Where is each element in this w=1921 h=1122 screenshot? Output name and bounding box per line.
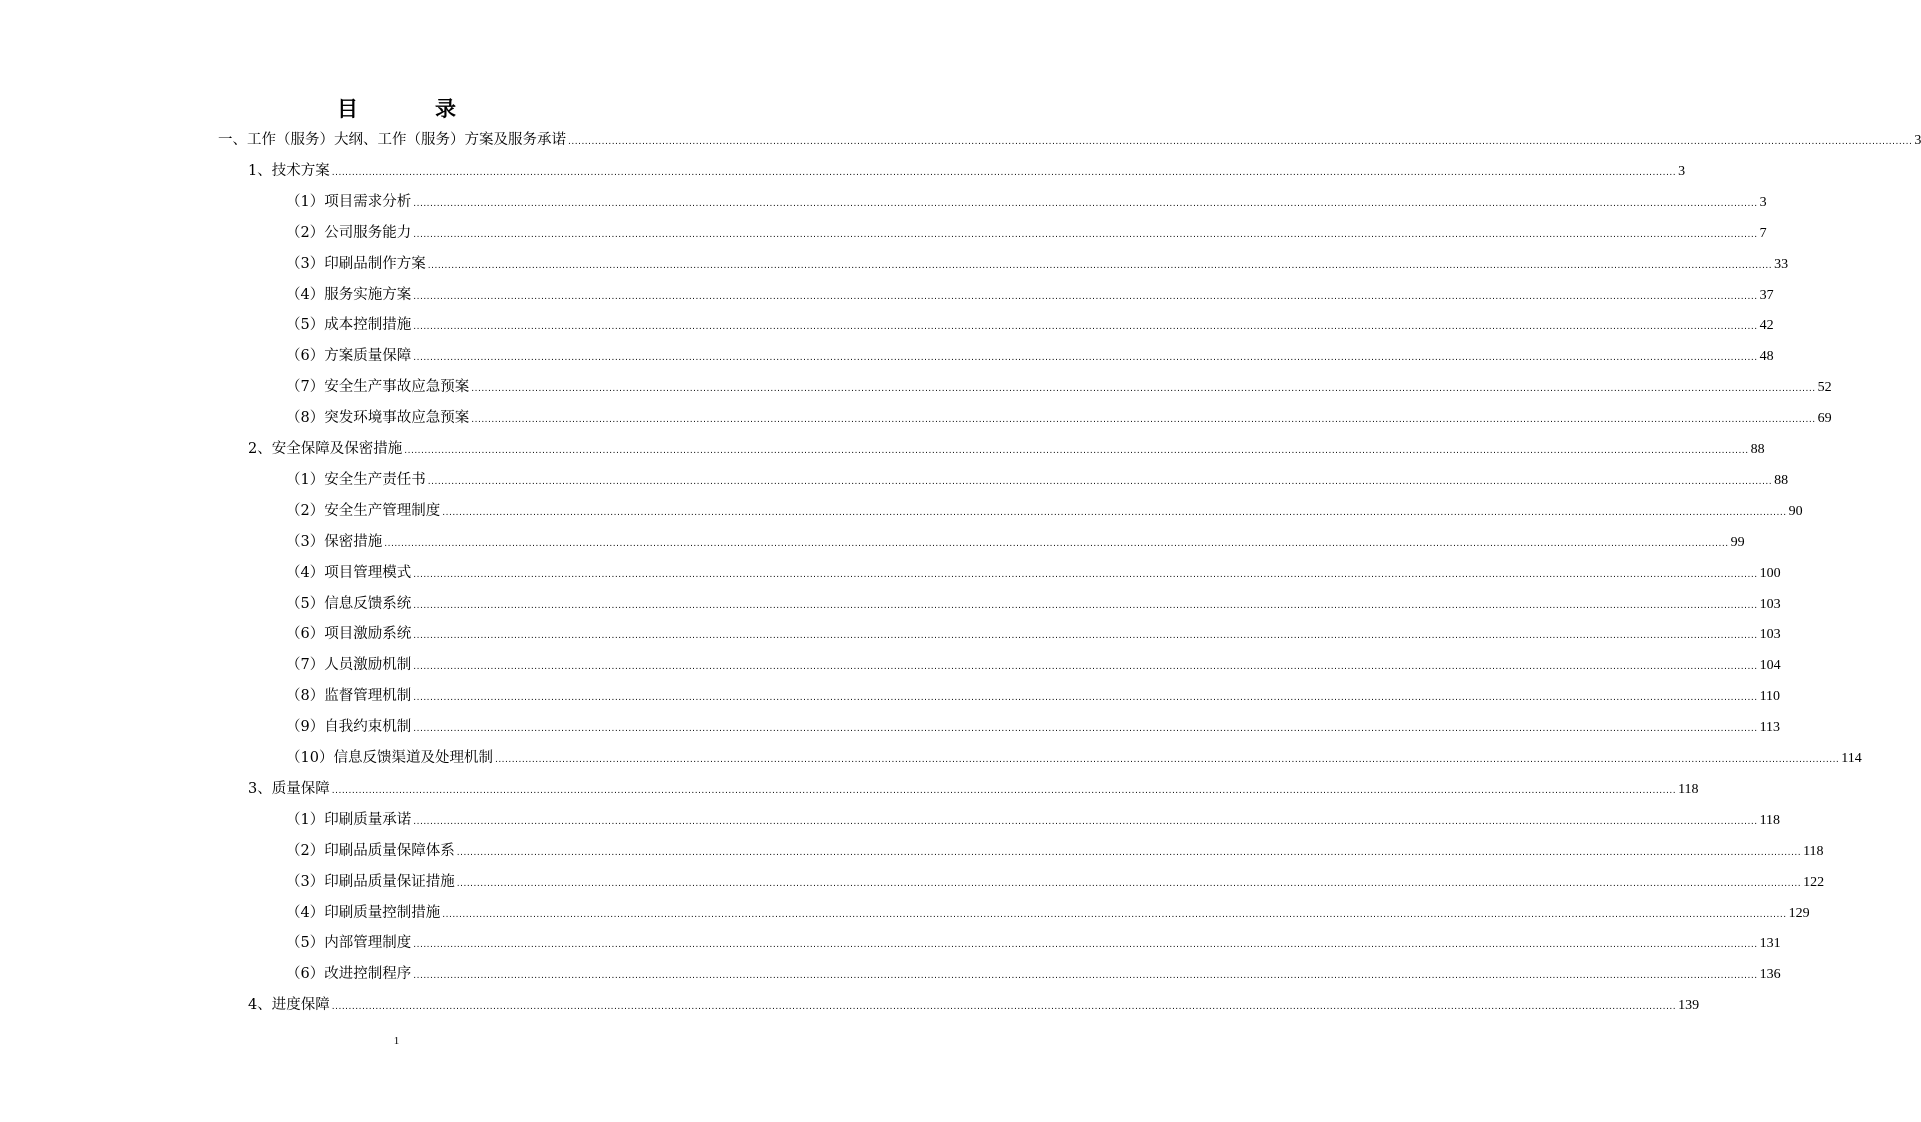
toc-entry-page: 110 bbox=[1759, 689, 1781, 705]
page-number: 1 bbox=[393, 1035, 400, 1047]
toc-entry-page: 103 bbox=[1759, 627, 1781, 643]
toc-entry-label: 一、工作（服务）大纲、工作（服务）方案及服务承诺 bbox=[218, 132, 566, 148]
toc-leader-dots: ................................................................................................................................................................................................................................................................................................................................................................................................................ bbox=[471, 384, 1816, 395]
toc-entry[interactable] bbox=[286, 375, 1832, 399]
toc-leader-dots: ................................................................................................................................................................................................................................................................................................................................................................................................................ bbox=[456, 847, 1802, 858]
toc-leader-dots: ................................................................................................................................................................................................................................................................................................................................................................................................................ bbox=[427, 260, 1773, 271]
toc-entry-label: （1）项目需求分析 bbox=[286, 193, 412, 210]
toc-entry-label: （10）信息反馈渠道及处理机制 bbox=[286, 750, 493, 766]
toc-entry-page: 103 bbox=[1759, 596, 1781, 612]
toc-entry-page: 131 bbox=[1759, 936, 1781, 952]
toc-leader-dots: ................................................................................................................................................................................................................................................................................................................................................................................................................ bbox=[427, 476, 1773, 487]
toc-entry[interactable] bbox=[286, 592, 1781, 616]
toc-entry-label: （4）项目管理模式 bbox=[286, 564, 412, 581]
toc-entry-page: 48 bbox=[1759, 349, 1774, 365]
toc-leader-dots: ................................................................................................................................................................................................................................................................................................................................................................................................................ bbox=[413, 631, 1758, 642]
toc-entry-page: 114 bbox=[1841, 751, 1862, 766]
toc-entry[interactable] bbox=[286, 653, 1781, 677]
toc-leader-dots: ................................................................................................................................................................................................................................................................................................................................................................................................................ bbox=[471, 415, 1816, 426]
toc-leader-dots: ................................................................................................................................................................................................................................................................................................................................................................................................................ bbox=[442, 909, 1787, 920]
toc-entry-label: （5）内部管理制度 bbox=[286, 935, 412, 952]
toc-leader-dots: ................................................................................................................................................................................................................................................................................................................................................................................................................ bbox=[413, 198, 1758, 209]
toc-entry-page: 139 bbox=[1678, 998, 1700, 1014]
toc-entry-page: 3 bbox=[1914, 133, 1921, 148]
toc-entry-label: （1）印刷质量承诺 bbox=[286, 811, 412, 828]
toc-leader-dots: ................................................................................................................................................................................................................................................................................................................................................................................................................ bbox=[331, 785, 1677, 796]
toc-leader-dots: ................................................................................................................................................................................................................................................................................................................................................................................................................ bbox=[456, 878, 1802, 889]
toc-leader-dots: ................................................................................................................................................................................................................................................................................................................................................................................................................ bbox=[442, 507, 1787, 518]
toc-entry-label: （3）保密措施 bbox=[286, 533, 383, 550]
toc-entry-label: （2）公司服务能力 bbox=[286, 224, 412, 241]
toc-entry-page: 90 bbox=[1788, 503, 1803, 519]
toc-entry-label: （8）监督管理机制 bbox=[286, 688, 412, 705]
toc-entry[interactable] bbox=[286, 561, 1781, 585]
toc-entry-page: 129 bbox=[1788, 905, 1810, 921]
toc-entry[interactable] bbox=[286, 808, 1781, 832]
toc-entry-page: 113 bbox=[1759, 720, 1781, 736]
toc-entry-page: 3 bbox=[1759, 194, 1767, 210]
toc-entry-label: （5）成本控制措施 bbox=[286, 317, 412, 334]
toc-entry[interactable] bbox=[248, 437, 1765, 461]
toc-leader-dots: ................................................................................................................................................................................................................................................................................................................................................................................................................ bbox=[568, 137, 1913, 147]
toc-entry-label: （9）自我约束机制 bbox=[286, 719, 412, 736]
toc-entry-label: （7）安全生产事故应急预案 bbox=[286, 379, 470, 396]
toc-entry[interactable] bbox=[286, 406, 1832, 430]
toc-entry-label: （2）安全生产管理制度 bbox=[286, 502, 441, 519]
toc-entry-label: （3）印刷品质量保证措施 bbox=[286, 873, 455, 890]
toc-entry-label: 1、技术方案 bbox=[248, 162, 330, 179]
toc-entry-label: （1）安全生产责任书 bbox=[286, 471, 426, 488]
toc-entry[interactable] bbox=[286, 684, 1781, 708]
toc-entry[interactable] bbox=[248, 993, 1700, 1017]
toc-leader-dots: ................................................................................................................................................................................................................................................................................................................................................................................................................ bbox=[404, 446, 1749, 456]
toc-entry-page: 52 bbox=[1817, 380, 1832, 396]
toc-leader-dots: ................................................................................................................................................................................................................................................................................................................................................................................................................ bbox=[413, 291, 1758, 302]
toc-entry[interactable] bbox=[286, 839, 1824, 863]
toc-entry-page: 88 bbox=[1750, 442, 1765, 457]
toc-leader-dots: ................................................................................................................................................................................................................................................................................................................................................................................................................ bbox=[331, 1002, 1677, 1013]
toc-leader-dots: ................................................................................................................................................................................................................................................................................................................................................................................................................ bbox=[413, 693, 1758, 704]
toc-entry[interactable] bbox=[286, 931, 1781, 955]
toc-entry[interactable] bbox=[286, 962, 1781, 986]
toc-entry[interactable] bbox=[286, 221, 1767, 245]
toc-entry-page: 37 bbox=[1759, 287, 1774, 303]
toc-entry[interactable] bbox=[248, 777, 1699, 801]
toc-entry[interactable] bbox=[286, 499, 1803, 523]
toc-entry[interactable] bbox=[286, 530, 1745, 554]
toc-entry-page: 104 bbox=[1759, 658, 1781, 674]
toc-entry[interactable] bbox=[286, 746, 1862, 770]
toc-leader-dots: ................................................................................................................................................................................................................................................................................................................................................................................................................ bbox=[384, 538, 1729, 549]
toc-entry-label: （6）改进控制程序 bbox=[286, 966, 412, 983]
toc-entry-label: （7）人员激励机制 bbox=[286, 657, 412, 674]
toc-entry[interactable] bbox=[286, 870, 1825, 894]
toc-entry-label: （5）信息反馈系统 bbox=[286, 595, 412, 612]
toc-entry-page: 88 bbox=[1774, 472, 1789, 488]
toc-entry[interactable] bbox=[286, 622, 1781, 646]
toc-entry-label: （2）印刷品质量保障体系 bbox=[286, 842, 455, 859]
toc-entry-label: （4）印刷质量控制措施 bbox=[286, 904, 441, 921]
toc-entry-page: 118 bbox=[1678, 781, 1699, 797]
toc-leader-dots: ................................................................................................................................................................................................................................................................................................................................................................................................................ bbox=[413, 229, 1758, 240]
toc-entry[interactable] bbox=[286, 715, 1781, 739]
toc-leader-dots: ................................................................................................................................................................................................................................................................................................................................................................................................................ bbox=[413, 971, 1758, 982]
toc-entry[interactable] bbox=[286, 313, 1774, 337]
toc-entry[interactable] bbox=[286, 283, 1774, 307]
toc-entry-label: 2、安全保障及保密措施 bbox=[248, 441, 403, 457]
toc-leader-dots: ................................................................................................................................................................................................................................................................................................................................................................................................................ bbox=[494, 755, 1840, 765]
toc-entry-page: 118 bbox=[1803, 843, 1824, 859]
toc-entry[interactable] bbox=[218, 128, 1921, 152]
toc-entry-page: 122 bbox=[1803, 874, 1825, 890]
toc-leader-dots: ................................................................................................................................................................................................................................................................................................................................................................................................................ bbox=[413, 569, 1758, 580]
toc-leader-dots: ................................................................................................................................................................................................................................................................................................................................................................................................................ bbox=[413, 353, 1758, 364]
toc-entry[interactable] bbox=[286, 901, 1810, 925]
toc-leader-dots: ................................................................................................................................................................................................................................................................................................................................................................................................................ bbox=[331, 167, 1677, 178]
toc-entry-label: （8）突发环境事故应急预案 bbox=[286, 410, 470, 427]
toc-entry[interactable] bbox=[286, 468, 1789, 492]
toc-entry-page: 33 bbox=[1774, 256, 1789, 272]
toc-entry-label: （6）项目激励系统 bbox=[286, 626, 412, 643]
toc-entry-page: 99 bbox=[1730, 534, 1745, 550]
toc-entry-label: （4）服务实施方案 bbox=[286, 286, 412, 303]
toc-entry-page: 118 bbox=[1759, 812, 1781, 828]
toc-entry[interactable] bbox=[248, 159, 1686, 183]
toc-entry-page: 7 bbox=[1759, 225, 1767, 241]
toc-entry-page: 42 bbox=[1759, 318, 1774, 334]
toc-leader-dots: ................................................................................................................................................................................................................................................................................................................................................................................................................ bbox=[413, 724, 1758, 735]
toc-entry-page: 3 bbox=[1678, 163, 1686, 179]
toc-leader-dots: ................................................................................................................................................................................................................................................................................................................................................................................................................ bbox=[413, 322, 1758, 333]
toc-entry-label: 3、质量保障 bbox=[248, 780, 330, 797]
page-title: 目 录 bbox=[337, 96, 484, 121]
toc-entry[interactable] bbox=[286, 190, 1767, 214]
toc-leader-dots: ................................................................................................................................................................................................................................................................................................................................................................................................................ bbox=[413, 662, 1758, 673]
toc-leader-dots: ................................................................................................................................................................................................................................................................................................................................................................................................................ bbox=[413, 600, 1758, 611]
toc-entry[interactable] bbox=[286, 252, 1789, 276]
toc-entry-label: （6）方案质量保障 bbox=[286, 348, 412, 365]
toc-entry[interactable] bbox=[286, 344, 1774, 368]
toc-entry-page: 100 bbox=[1759, 565, 1781, 581]
toc-entry-page: 69 bbox=[1817, 411, 1832, 427]
toc-leader-dots: ................................................................................................................................................................................................................................................................................................................................................................................................................ bbox=[413, 816, 1758, 827]
toc-entry-label: 4、进度保障 bbox=[248, 997, 330, 1014]
toc-entry-label: （3）印刷品制作方案 bbox=[286, 255, 426, 272]
toc-leader-dots: ................................................................................................................................................................................................................................................................................................................................................................................................................ bbox=[413, 940, 1758, 951]
toc-entry-page: 136 bbox=[1759, 967, 1781, 983]
